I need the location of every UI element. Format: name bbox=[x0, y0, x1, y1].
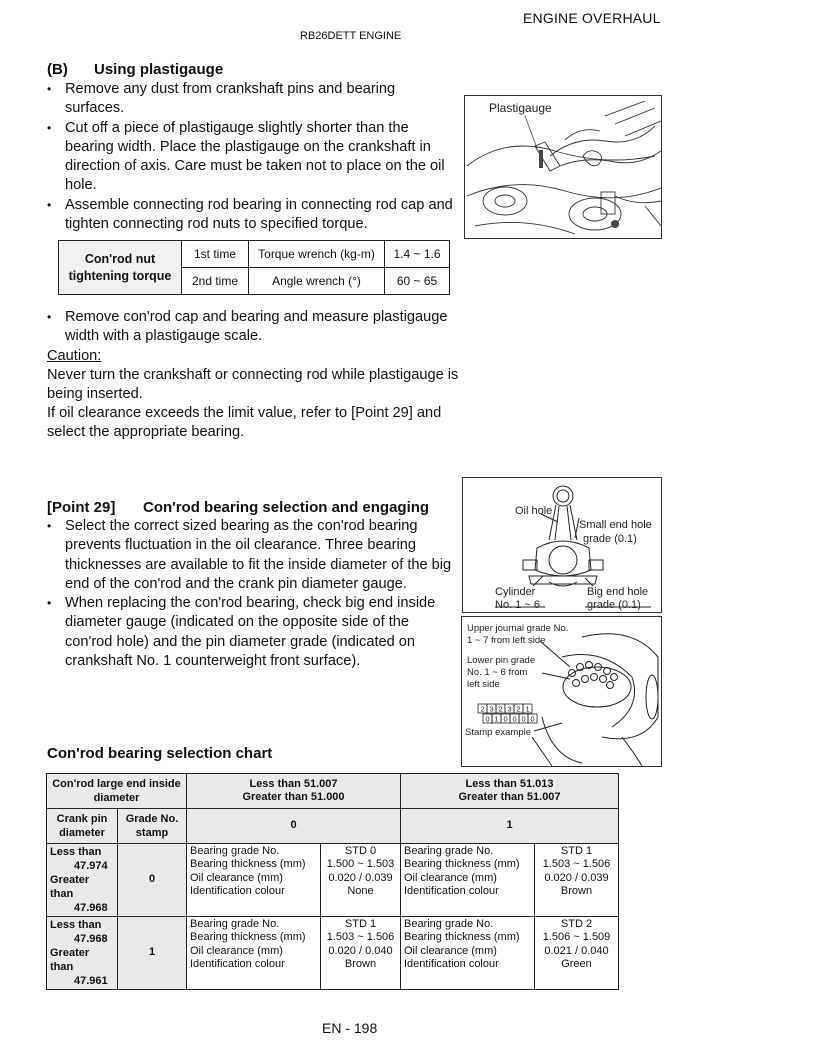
field-value: 1.503 ~ 1.506 bbox=[326, 931, 395, 944]
crank-pin-header: Crank pin diameter bbox=[47, 809, 118, 844]
after-table-bullets bbox=[46, 308, 458, 347]
big-end-label: Big end hole bbox=[587, 586, 649, 598]
bullet-item: • Cut off a piece of plastigauge slightly shorter than the bearing width. Place the plastigauge on the crankshaft in direction of axis. Care must be taken not to place on the oil hole. bbox=[46, 119, 458, 196]
pin-range-line: Greater than bbox=[50, 947, 90, 973]
torque-table bbox=[58, 240, 450, 295]
section-header: ENGINE OVERHAUL bbox=[523, 10, 661, 26]
small-end-grade-label: grade (0.1) bbox=[583, 533, 637, 545]
stamp-example bbox=[478, 704, 537, 724]
pin-range-line: Less than bbox=[50, 919, 102, 931]
field-value: 1.500 ~ 1.503 bbox=[326, 858, 395, 871]
field-value: 1.503 ~ 1.506 bbox=[542, 858, 611, 871]
torque-tool: Torque wrench (kg-m) bbox=[249, 241, 385, 268]
point29-title bbox=[47, 499, 429, 516]
field-value: 0.020 / 0.040 bbox=[328, 944, 393, 957]
torque-value: 1.4 ~ 1.6 bbox=[385, 241, 450, 268]
stamp-digit: 0 bbox=[530, 714, 535, 724]
stamp-example-label: Stamp example bbox=[465, 727, 532, 738]
section-b-title bbox=[47, 61, 223, 78]
field-label: Bearing grade No. bbox=[190, 845, 280, 857]
point29-heading: Con'rod bearing selection and engaging bbox=[143, 499, 430, 516]
pin-range-line: 47.961 bbox=[74, 975, 108, 987]
torque-value: 60 ~ 65 bbox=[385, 268, 450, 295]
lower-pin-side-label: left side bbox=[467, 679, 500, 690]
bullet-item: • Assemble connecting rod bearing in connecting rod cap and tighten connecting rod nuts to specified torque. bbox=[46, 196, 458, 235]
grade-col-1: 0 bbox=[187, 809, 401, 844]
conrod-figure bbox=[462, 477, 662, 613]
field-label: Oil clearance (mm) bbox=[404, 944, 497, 957]
crank-stamp-figure bbox=[461, 616, 662, 767]
field-labels-cell bbox=[187, 844, 321, 917]
section-b-heading: Using plastigauge bbox=[94, 61, 224, 78]
bullet-item: • Select the correct sized bearing as the con'rod bearing prevents fluctuation in the oil clearance. Three bearing thicknesses are available to fit the inside diameter of the big end of the con'rod and the crank pin diameter gauge. bbox=[46, 517, 458, 594]
pin-range-line: 47.974 bbox=[74, 860, 108, 872]
field-labels-cell bbox=[401, 844, 535, 917]
grade-stamp-header: Grade No. stamp bbox=[118, 809, 187, 844]
stamp-digit: 0 bbox=[521, 714, 526, 724]
field-label: Bearing thickness (mm) bbox=[404, 858, 520, 871]
grade-col-2: 1 bbox=[401, 809, 619, 844]
field-label: Bearing thickness (mm) bbox=[404, 931, 520, 944]
field-value: STD 1 bbox=[344, 918, 377, 930]
field-labels-cell bbox=[401, 917, 535, 990]
stamp-digit: 1 bbox=[494, 714, 499, 724]
field-label: Oil clearance (mm) bbox=[190, 944, 283, 957]
field-values-cell bbox=[321, 844, 401, 917]
table-row bbox=[47, 774, 619, 809]
stamp-digit: 1 bbox=[525, 704, 530, 714]
bullet-item: • Remove con'rod cap and bearing and measure plastigauge width with a plastigauge scale. bbox=[46, 308, 458, 347]
table-row bbox=[59, 241, 450, 268]
stamp-digit: 3 bbox=[507, 704, 512, 714]
range-header-2-line-2: Greater than 51.007 bbox=[458, 791, 561, 803]
torque-time: 2nd time bbox=[182, 268, 249, 295]
table-row bbox=[47, 809, 619, 844]
pin-range-line: 47.968 bbox=[74, 902, 108, 914]
field-value: STD 1 bbox=[560, 845, 593, 857]
grade-stamp-cell: 1 bbox=[118, 917, 187, 990]
field-values-cell bbox=[535, 844, 619, 917]
field-value: None bbox=[347, 885, 374, 898]
field-value: 1.506 ~ 1.509 bbox=[542, 931, 611, 944]
stamp-digit: 3 bbox=[489, 704, 494, 714]
section-b-label: (B) bbox=[47, 61, 68, 78]
point29-label: [Point 29] bbox=[47, 499, 116, 516]
range-header-2-line-1: Less than 51.013 bbox=[465, 777, 554, 790]
field-value: STD 2 bbox=[560, 918, 593, 930]
bullet-item: • Remove any dust from crankshaft pins and bearing surfaces. bbox=[46, 80, 458, 119]
pin-range-cell bbox=[47, 844, 118, 917]
conrod-illustration bbox=[463, 478, 661, 612]
stamp-digit: 2 bbox=[498, 704, 503, 714]
field-value: 0.020 / 0.039 bbox=[328, 871, 393, 884]
field-label: Oil clearance (mm) bbox=[190, 871, 283, 884]
upper-journal-label: Upper journal grade No. bbox=[467, 623, 569, 634]
range-header-1 bbox=[187, 774, 401, 809]
grade-stamp-cell: 0 bbox=[118, 844, 187, 917]
plastigauge-figure bbox=[464, 95, 662, 239]
field-label: Oil clearance (mm) bbox=[404, 871, 497, 884]
caution-label: Caution: bbox=[47, 348, 102, 364]
field-label: Bearing thickness (mm) bbox=[190, 931, 306, 944]
engine-header: RB26DETT ENGINE bbox=[300, 30, 402, 42]
lower-pin-label: Lower pin grade bbox=[467, 655, 536, 666]
plastigauge-illustration bbox=[465, 96, 661, 238]
small-end-label: Small end hole bbox=[579, 519, 652, 531]
bearing-selection-table bbox=[46, 773, 619, 990]
lower-pin-range-label: No. 1 ~ 6 from bbox=[467, 667, 528, 678]
range-header-2 bbox=[401, 774, 619, 809]
torque-tool: Angle wrench (°) bbox=[249, 268, 385, 295]
field-label: Bearing grade No. bbox=[404, 845, 494, 857]
section-b-bullets bbox=[46, 80, 458, 234]
range-header-1-line-1: Less than 51.007 bbox=[249, 777, 338, 790]
stamp-digit: 0 bbox=[503, 714, 508, 724]
oil-hole-label: Oil hole bbox=[515, 505, 553, 517]
cylinder-label: Cylinder bbox=[495, 586, 536, 598]
cylinder-number-label: No. 1 ~ 6 bbox=[495, 599, 540, 611]
range-header-1-line-2: Greater than 51.000 bbox=[242, 791, 345, 803]
field-value: STD 0 bbox=[344, 845, 377, 857]
field-values-cell bbox=[535, 917, 619, 990]
field-label: Identification colour bbox=[190, 885, 285, 898]
stamp-digit: 0 bbox=[512, 714, 517, 724]
point29-bullets bbox=[46, 517, 458, 671]
field-label: Identification colour bbox=[190, 958, 285, 971]
torque-time: 1st time bbox=[182, 241, 249, 268]
field-value: 0.020 / 0.039 bbox=[544, 871, 609, 884]
bullet-item: • When replacing the con'rod bearing, check big end inside diameter gauge (indicated on the opposite side of the con'rod hole) and the pin diameter grade (indicated on crankshaft No. 1 counterweight front surface). bbox=[46, 594, 458, 671]
field-value: Brown bbox=[344, 958, 377, 971]
pin-range-line: Greater than bbox=[50, 874, 90, 900]
crank-stamp-illustration bbox=[462, 617, 661, 766]
pin-range-line: Less than bbox=[50, 846, 102, 858]
field-label: Identification colour bbox=[404, 885, 499, 898]
plastigauge-label: Plastigauge bbox=[489, 101, 552, 115]
upper-journal-range-label: 1 ~ 7 from left side bbox=[467, 635, 546, 646]
table-row bbox=[47, 844, 619, 917]
page-number: EN - 198 bbox=[322, 1020, 378, 1036]
pin-range-cell bbox=[47, 917, 118, 990]
large-end-header: Con'rod large end inside diameter bbox=[47, 774, 187, 809]
field-value: 0.021 / 0.040 bbox=[544, 944, 609, 957]
torque-label: Con'rod nut tightening torque bbox=[59, 241, 182, 295]
table-row bbox=[47, 917, 619, 990]
field-value: Green bbox=[561, 958, 592, 971]
chart-title: Con'rod bearing selection chart bbox=[47, 745, 273, 762]
stamp-digit: 2 bbox=[480, 704, 485, 714]
field-label: Bearing grade No. bbox=[404, 918, 494, 930]
field-values-cell bbox=[321, 917, 401, 990]
big-end-grade-label: grade (0.1) bbox=[587, 599, 641, 611]
field-labels-cell bbox=[187, 917, 321, 990]
caution-text: Never turn the crankshaft or connecting rod while plastigauge is being inserted. bbox=[47, 367, 459, 402]
field-label: Bearing thickness (mm) bbox=[190, 858, 306, 871]
field-label: Identification colour bbox=[404, 958, 499, 971]
field-value: Brown bbox=[560, 885, 593, 898]
stamp-digit: 2 bbox=[516, 704, 521, 714]
stamp-digit: 0 bbox=[485, 714, 490, 724]
oil-clearance-note: If oil clearance exceeds the limit value, refer to [Point 29] and select the appropriate bearing. bbox=[47, 405, 442, 440]
pin-range-line: 47.968 bbox=[74, 933, 108, 945]
field-label: Bearing grade No. bbox=[190, 918, 280, 930]
